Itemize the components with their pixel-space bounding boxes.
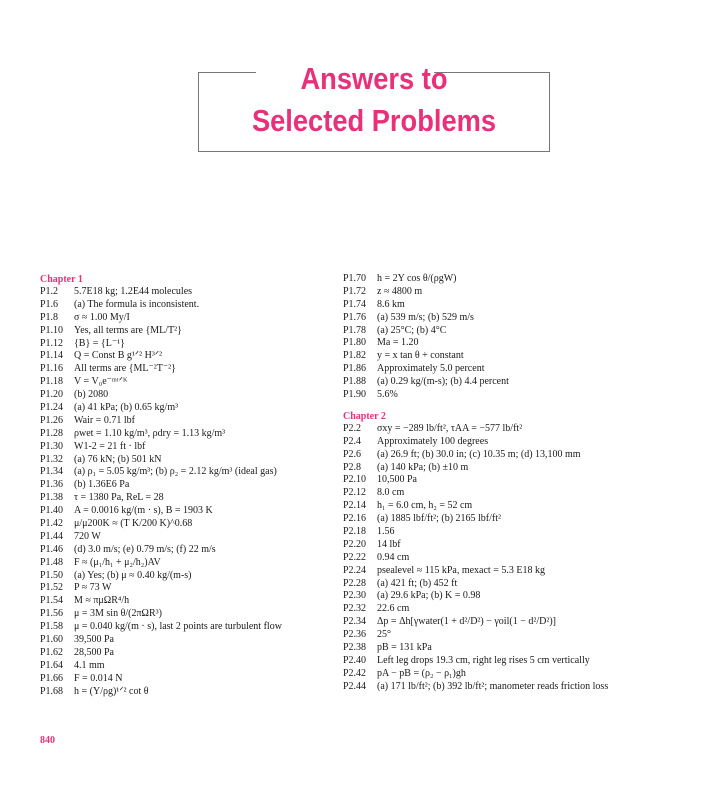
problem-answer: (a) 1885 lbf/ft²; (b) 2165 lbf/ft² [377, 513, 502, 525]
problem-answer: Ma = 1.20 [377, 337, 419, 349]
title-line-2: Selected Problems [251, 103, 497, 138]
problem-answer: (d) 3.0 m/s; (e) 0.79 m/s; (f) 22 m/s [74, 543, 216, 555]
problem-number: P1.64 [40, 659, 64, 671]
problem-number: P1.66 [40, 672, 64, 684]
page-number: 840 [40, 735, 55, 746]
problem-number: P1.58 [40, 621, 64, 633]
answer-row [40, 402, 335, 415]
answer-row [40, 647, 335, 660]
problem-number: P1.46 [40, 543, 64, 555]
problem-answer: 8.0 cm [377, 487, 405, 499]
problem-answer: pB = 131 kPa [377, 642, 432, 654]
answer-row [343, 642, 673, 655]
problem-number: P2.8 [343, 461, 362, 473]
answer-row [40, 505, 335, 518]
problem-number: P2.24 [343, 564, 367, 576]
problem-number: P2.4 [343, 435, 362, 447]
answer-row [343, 436, 673, 449]
answer-row [40, 570, 335, 583]
problem-answer: F = 0.014 N [74, 672, 123, 684]
problem-answer: {B} = {L⁻¹} [74, 337, 125, 349]
problem-answer: W1-2 = 21 ft · lbf [74, 440, 146, 452]
answer-row [343, 376, 673, 389]
problem-answer: 5.7E18 kg; 1.2E44 molecules [74, 286, 193, 297]
problem-number: P2.6 [343, 448, 362, 460]
problem-answer: psealevel ≈ 115 kPa, mexact = 5.3 E18 kg [377, 564, 545, 576]
answer-row [40, 350, 335, 363]
answer-row [343, 363, 673, 376]
problem-answer: Approximately 5.0 percent [377, 363, 485, 375]
problem-number: P2.40 [343, 654, 367, 666]
chapter-2-heading: Chapter 2 [343, 410, 386, 422]
problem-answer: 720 W [74, 530, 101, 542]
problem-number: P2.12 [343, 487, 367, 499]
problem-number: P1.60 [40, 634, 64, 646]
problem-number: P1.40 [40, 505, 64, 517]
problem-answer: 1.56 [377, 526, 395, 538]
problem-answer: (a) 76 kN; (b) 501 kN [74, 453, 162, 465]
problem-number: P2.20 [343, 538, 367, 550]
problem-number: P1.6 [40, 298, 59, 310]
problem-answer: P ≈ 73 W [74, 582, 112, 594]
problem-answer: 39,500 Pa [74, 634, 114, 646]
answer-row [343, 513, 673, 526]
answer-row [343, 325, 673, 338]
problem-number: P1.10 [40, 324, 64, 336]
problem-number: P1.44 [40, 530, 64, 542]
problem-answer: A = 0.0016 kg/(m · s), B = 1903 K [74, 505, 213, 517]
problem-number: P2.32 [343, 603, 367, 615]
problem-answer: 8.6 km [377, 298, 405, 310]
problem-answer: V = V₀e⁻ᵐᵗᐟᴷ [74, 376, 128, 388]
problem-number: P2.30 [343, 590, 367, 602]
problem-number: P1.74 [343, 298, 367, 310]
answer-row [343, 565, 673, 578]
problem-number: P1.32 [40, 453, 64, 465]
problem-number: P1.82 [343, 350, 367, 362]
problem-answer: All terms are {ML⁻²T⁻²} [74, 363, 176, 375]
problem-number: P1.36 [40, 479, 64, 491]
problem-number: P2.2 [343, 422, 362, 434]
problem-answer: σxy = −289 lb/ft², τAA = −577 lb/ft² [377, 422, 523, 434]
answer-row [343, 449, 673, 462]
answer-row [343, 474, 673, 487]
problem-answer: (a) 41 kPa; (b) 0.65 kg/m³ [74, 402, 179, 414]
problem-number: P2.14 [343, 500, 367, 512]
problem-answer: Left leg drops 19.3 cm, right leg rises 5 cm vertically [377, 654, 590, 666]
answer-row [40, 389, 335, 402]
answer-row [343, 552, 673, 565]
answer-row [343, 655, 673, 668]
problem-answer: pA − pB = (ρ₂ − ρ₁)gh [377, 667, 466, 679]
problem-number: P1.14 [40, 350, 64, 362]
problem-answer: 28,500 Pa [74, 646, 114, 658]
answer-row [343, 312, 673, 325]
problem-number: P1.56 [40, 608, 64, 620]
problem-number: P1.72 [343, 285, 367, 297]
problem-answer: h₁ = 6.0 cm, h₂ = 52 cm [377, 500, 473, 512]
problem-answer: (a) 25°C; (b) 4°C [377, 324, 447, 336]
answer-row [40, 544, 335, 557]
answer-row [40, 673, 335, 686]
problem-answer: (a) 171 lb/ft²; (b) 392 lb/ft²; manometer reads friction loss [377, 680, 609, 692]
problem-number: P2.10 [343, 474, 367, 486]
answer-row [40, 325, 335, 338]
problem-number: P1.42 [40, 518, 64, 530]
problem-number: P1.88 [343, 376, 367, 388]
problem-answer: h = 2Y cos θ/(ρgW) [377, 273, 457, 284]
problem-number: P1.20 [40, 389, 64, 401]
problem-number: P1.54 [40, 595, 64, 607]
problem-answer: (a) Yes; (b) μ ≈ 0.40 kg/(m-s) [74, 569, 192, 581]
answer-row [40, 492, 335, 505]
answer-row [343, 273, 673, 286]
problem-number: P1.2 [40, 286, 59, 297]
problem-answer: (a) 539 m/s; (b) 529 m/s [377, 311, 474, 323]
answer-row [343, 590, 673, 603]
problem-number: P2.34 [343, 616, 367, 628]
answer-row [40, 312, 335, 325]
answer-row [343, 500, 673, 513]
problem-answer: (b) 1.36E6 Pa [74, 479, 130, 491]
problem-number: P1.90 [343, 389, 367, 401]
answer-row [343, 629, 673, 642]
problem-number: P2.44 [343, 680, 367, 692]
title-line-1: Answers to [300, 61, 448, 96]
answer-row [40, 479, 335, 492]
answer-row [40, 286, 335, 299]
problem-number: P1.48 [40, 556, 64, 568]
chapter-1-heading: Chapter 1 [40, 274, 83, 285]
problem-answer: μ = 0.040 kg/(m · s), last 2 points are turbulent flow [74, 621, 282, 633]
problem-answer: μ/μ200K ≈ (T K/200 K)^0.68 [74, 518, 193, 530]
chapter-1-continued-list [343, 273, 673, 402]
chapter-1-answer-list [40, 286, 335, 699]
answer-row [343, 603, 673, 616]
problem-answer: Q = Const B g¹ᐟ² H³ᐟ² [74, 350, 163, 362]
answer-row [343, 616, 673, 629]
answer-row [343, 668, 673, 681]
problem-number: P1.16 [40, 363, 64, 375]
problem-number: P2.42 [343, 667, 367, 679]
left-column [40, 273, 335, 699]
problem-answer: h = (Y/ρg)¹ᐟ² cot θ [74, 685, 149, 697]
problem-number: P1.76 [343, 311, 367, 323]
problem-number: P1.78 [343, 324, 367, 336]
problem-answer: μ = 3M sin θ/(2πΩR³) [74, 608, 162, 620]
answer-row [40, 634, 335, 647]
answer-row [343, 350, 673, 363]
answer-row [40, 376, 335, 389]
answer-row [343, 539, 673, 552]
answer-row [40, 518, 335, 531]
problem-number: P1.52 [40, 582, 64, 594]
problem-answer: Δp = Δh[γwater(1 + d²/D²) − γoil(1 − d²/D²)] [377, 616, 556, 628]
answer-row [40, 466, 335, 479]
answer-row [343, 578, 673, 591]
problem-answer: (a) ρ₁ = 5.05 kg/m³; (b) ρ₂ = 2.12 kg/m³ (ideal gas) [74, 466, 277, 478]
problem-answer: σ ≈ 1.00 My/I [74, 311, 130, 323]
problem-answer: 0.94 cm [377, 551, 410, 563]
answer-row [40, 415, 335, 428]
answer-row [40, 595, 335, 608]
answer-row [40, 299, 335, 312]
problem-answer: z ≈ 4800 m [377, 285, 423, 297]
answer-row [40, 428, 335, 441]
answer-row [40, 621, 335, 634]
problem-answer: (b) 2080 [74, 389, 109, 401]
problem-number: P1.86 [343, 363, 367, 375]
answer-row [343, 487, 673, 500]
problem-number: P2.16 [343, 513, 367, 525]
problem-answer: M ≈ πμΩR⁴/h [74, 595, 130, 607]
problem-answer: 25° [377, 629, 391, 641]
problem-number: P1.12 [40, 337, 64, 349]
chapter-2-answer-list [343, 423, 673, 694]
answer-row [40, 686, 335, 699]
answer-row [40, 454, 335, 467]
problem-number: P1.18 [40, 376, 64, 388]
answer-row [40, 582, 335, 595]
problem-answer: Yes, all terms are {ML/T²} [74, 324, 182, 336]
answer-row [343, 526, 673, 539]
answer-row [40, 660, 335, 673]
problem-answer: 10,500 Pa [377, 474, 417, 486]
problem-number: P1.34 [40, 466, 64, 478]
problem-answer: 22.6 cm [377, 603, 410, 615]
answer-row [40, 608, 335, 621]
problem-answer: (a) The formula is inconsistent. [74, 298, 200, 310]
problem-answer: 14 lbf [377, 538, 401, 550]
problem-number: P1.68 [40, 685, 64, 697]
problem-answer: (a) 29.6 kPa; (b) K = 0.98 [377, 590, 481, 602]
problem-answer: ρwet = 1.10 kg/m³, ρdry = 1.13 kg/m³ [74, 427, 226, 439]
problem-answer: Wair = 0.71 lbf [74, 414, 135, 426]
problem-number: P1.38 [40, 492, 64, 504]
problem-answer: (a) 140 kPa; (b) ±10 m [377, 461, 469, 473]
problem-number: P1.80 [343, 337, 367, 349]
problem-answer: τ = 1380 Pa, ReL = 28 [74, 492, 164, 504]
problem-number: P1.28 [40, 427, 64, 439]
problem-number: P1.30 [40, 440, 64, 452]
answer-row [343, 337, 673, 350]
problem-number: P2.36 [343, 629, 367, 641]
answer-row [343, 286, 673, 299]
answer-row [40, 441, 335, 454]
problem-answer: F ≈ (μ₁/h₁ + μ₂/h₂)AV [74, 556, 161, 568]
right-column [343, 273, 673, 694]
problem-answer: Approximately 100 degrees [377, 435, 489, 447]
answer-row [40, 557, 335, 570]
answer-row [343, 389, 673, 402]
answer-row [343, 423, 673, 436]
problem-number: P1.8 [40, 311, 59, 323]
problem-number: P1.24 [40, 402, 64, 414]
problem-answer: (a) 421 ft; (b) 452 ft [377, 577, 458, 589]
answer-row [40, 338, 335, 351]
problem-number: P2.28 [343, 577, 367, 589]
page-title [219, 58, 529, 142]
answer-row [40, 531, 335, 544]
problem-answer: (a) 26.9 ft; (b) 30.0 in; (c) 10.35 m; (d) 13,100 mm [377, 448, 581, 460]
problem-number: P1.50 [40, 569, 64, 581]
problem-number: P1.26 [40, 414, 64, 426]
answer-row [343, 299, 673, 312]
problem-answer: (a) 0.29 kg/(m-s); (b) 4.4 percent [377, 376, 509, 388]
problem-answer: 4.1 mm [74, 659, 105, 671]
problem-number: P2.38 [343, 642, 367, 654]
problem-number: P2.22 [343, 551, 367, 563]
answer-row [40, 363, 335, 376]
problem-answer: y = x tan θ + constant [377, 350, 464, 362]
answer-row [343, 681, 673, 694]
problem-answer: 5.6% [377, 389, 398, 401]
chapter-gap [343, 402, 673, 410]
answer-row [343, 462, 673, 475]
problem-number: P1.62 [40, 646, 64, 658]
problem-number: P2.18 [343, 526, 367, 538]
problem-number: P1.70 [343, 273, 367, 284]
